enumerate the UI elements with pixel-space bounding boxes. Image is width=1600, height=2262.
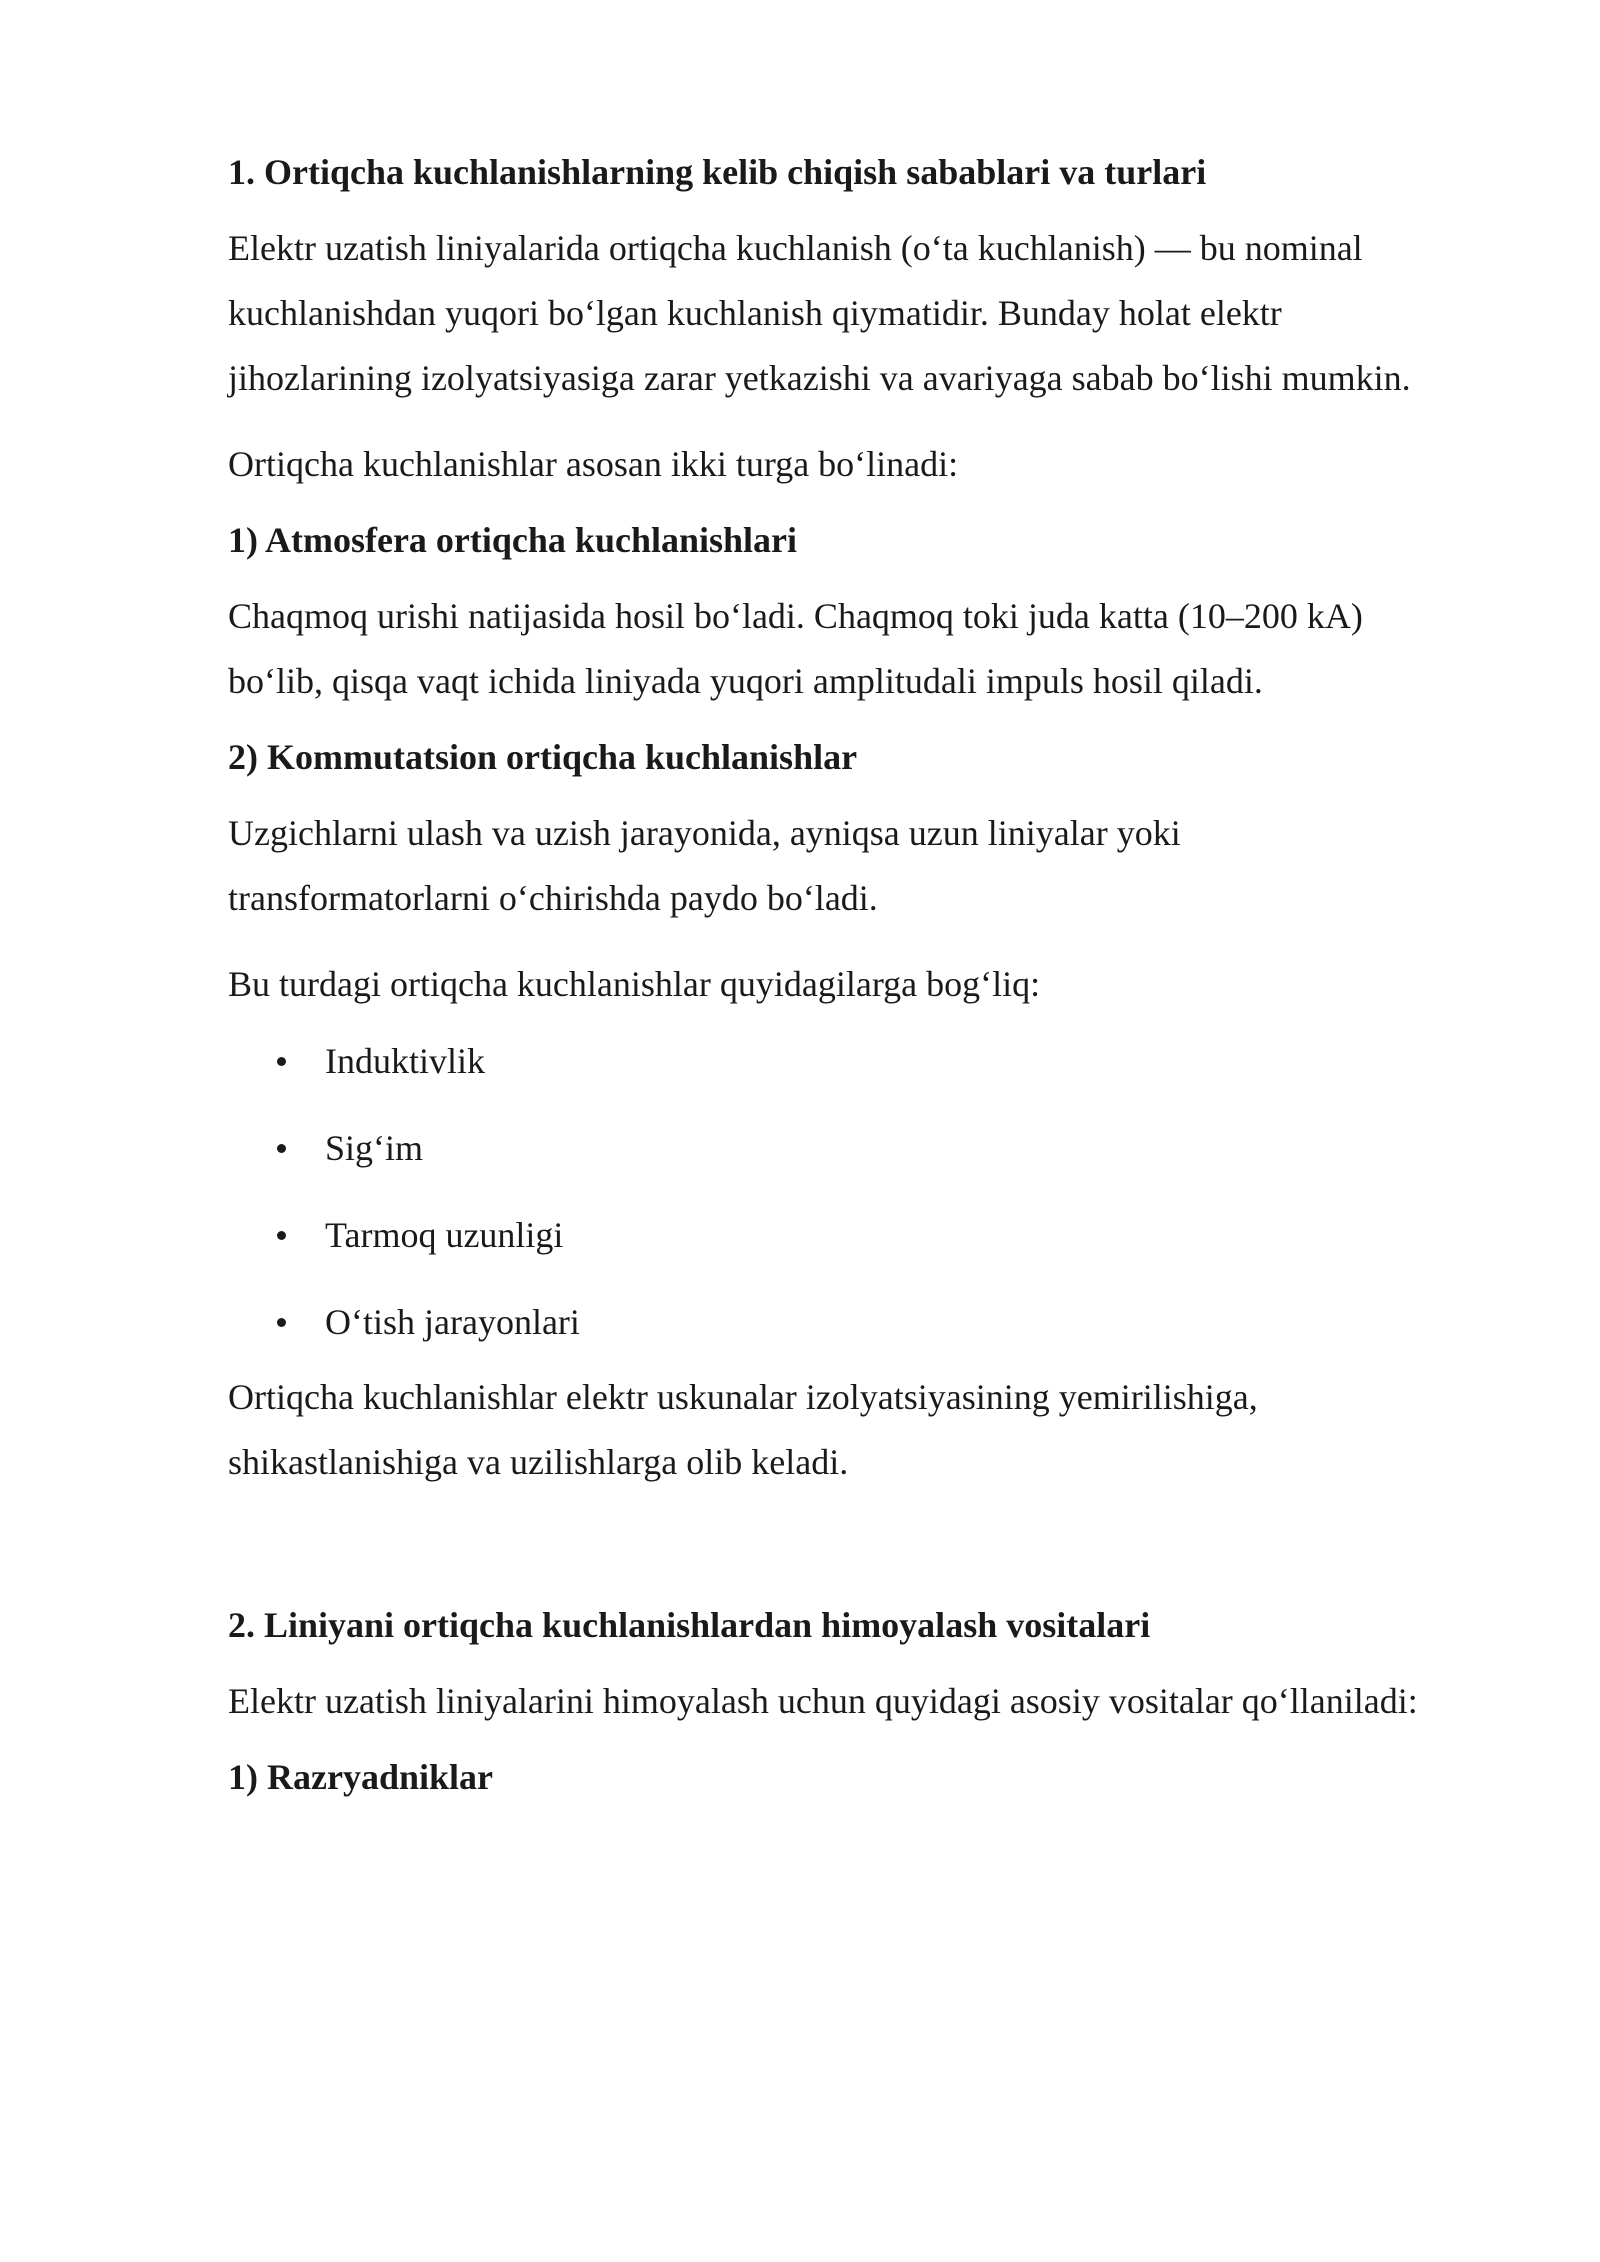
type1-heading: 1) Atmosfera ortiqcha kuchlanishlari	[228, 520, 798, 560]
list-item	[228, 1300, 1528, 1344]
bullet-icon	[277, 1057, 286, 1066]
section2-heading: 2. Liniyani ortiqcha kuchlanishlardan himoyalash vositalari	[228, 1605, 1151, 1645]
depends-intro-paragraph: Bu turdagi ortiqcha kuchlanishlar quyidagilarga bog‘liq:	[228, 964, 1041, 1004]
type2-line: transformatorlarni o‘chirishda paydo bo‘ladi.	[228, 878, 878, 918]
type2-line: Uzgichlarni ulash va uzish jarayonida, ayniqsa uzun liniyalar yoki	[228, 813, 1181, 853]
section1-intro-line: jihozlarining izolyatsiyasiga zarar yetkazishi va avariyaga sabab bo‘lishi mumkin.	[228, 358, 1411, 398]
section1-intro-line: kuchlanishdan yuqori bo‘lgan kuchlanish qiymatidir. Bunday holat elektr	[228, 293, 1282, 333]
list-item-text: Tarmoq uzunligi	[325, 1215, 564, 1255]
types-intro-paragraph: Ortiqcha kuchlanishlar asosan ikki turga bo‘linadi:	[228, 444, 959, 484]
list-item	[228, 1213, 1528, 1257]
conclusion-paragraph	[228, 1365, 1528, 1495]
bullet-icon	[277, 1231, 286, 1240]
section1-intro-line: Elektr uzatish liniyalarida ortiqcha kuchlanish (o‘ta kuchlanish) — bu nominal	[228, 228, 1363, 268]
type1-line: Chaqmoq urishi natijasida hosil bo‘ladi. Chaqmoq toki juda katta (10–200 kA)	[228, 596, 1363, 636]
type1-paragraph	[228, 584, 1528, 714]
bullet-icon	[277, 1318, 286, 1327]
type1-line: bo‘lib, qisqa vaqt ichida liniyada yuqori amplitudali impuls hosil qiladi.	[228, 661, 1263, 701]
conclusion-line: shikastlanishiga va uzilishlarga olib keladi.	[228, 1442, 849, 1482]
dependency-list	[228, 1039, 1528, 1344]
type2-paragraph	[228, 801, 1528, 931]
section2-item1-heading: 1) Razryadniklar	[228, 1757, 493, 1797]
section1-heading: 1. Ortiqcha kuchlanishlarning kelib chiqish sabablari va turlari	[228, 152, 1207, 192]
list-item-text: Induktivlik	[325, 1041, 485, 1081]
list-item	[228, 1039, 1528, 1083]
section2-intro-paragraph: Elektr uzatish liniyalarini himoyalash uchun quyidagi asosiy vositalar qo‘llaniladi:	[228, 1681, 1418, 1721]
bullet-icon	[277, 1144, 286, 1153]
list-item-text: Sig‘im	[325, 1128, 424, 1168]
conclusion-line: Ortiqcha kuchlanishlar elektr uskunalar izolyatsiyasining yemirilishiga,	[228, 1377, 1258, 1417]
section1-intro-paragraph	[228, 216, 1528, 411]
list-item	[228, 1126, 1528, 1170]
type2-heading: 2) Kommutatsion ortiqcha kuchlanishlar	[228, 737, 858, 777]
list-item-text: O‘tish jarayonlari	[325, 1302, 580, 1342]
document-body	[228, 150, 1528, 1799]
